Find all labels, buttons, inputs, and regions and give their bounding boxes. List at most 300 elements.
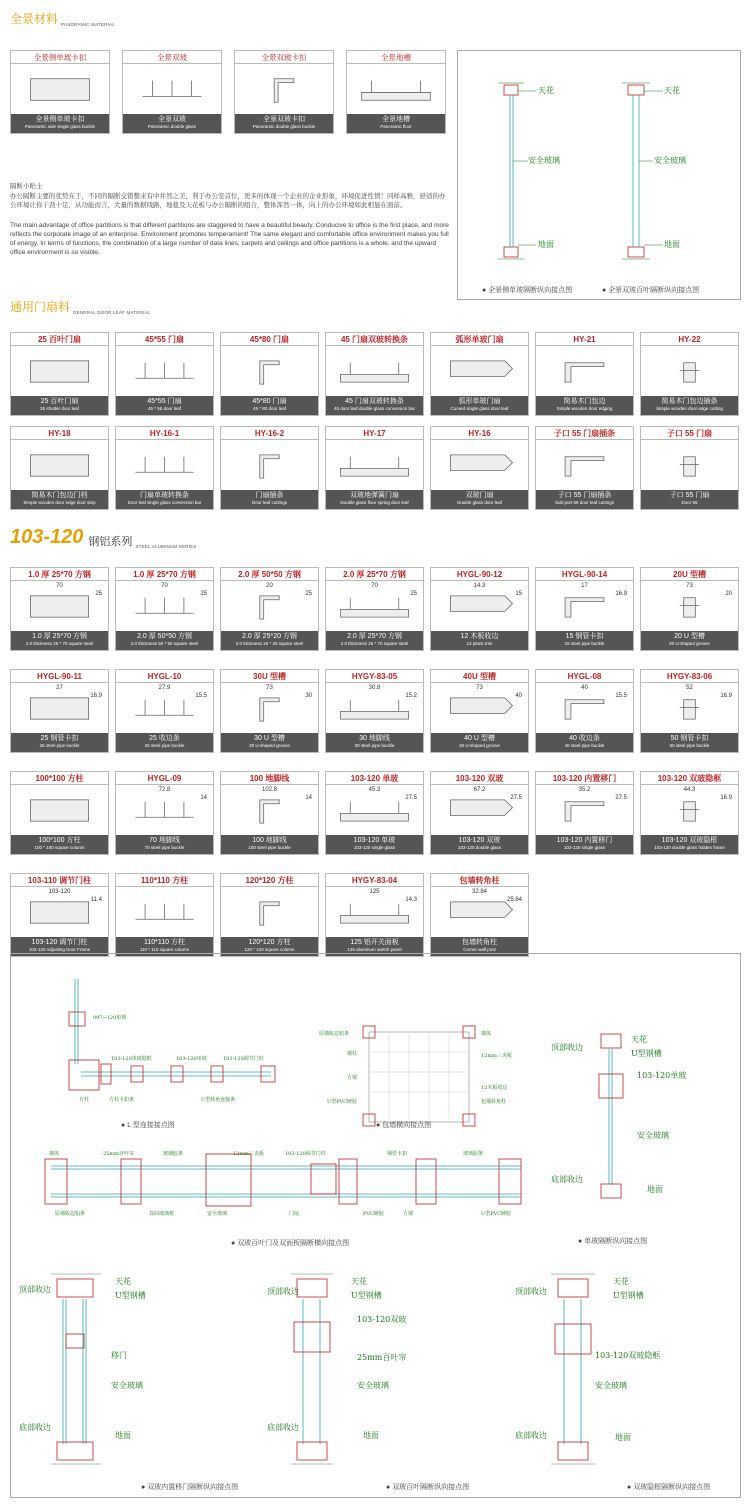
steel-dim-1: 103-120 bbox=[48, 889, 71, 895]
steel-card-caption bbox=[221, 733, 318, 752]
double-label-11: PVC硬胶 bbox=[363, 1211, 384, 1217]
steel-dim-1: 40 bbox=[581, 685, 588, 691]
door-caption-cn: 45*55 门扇 bbox=[147, 398, 182, 405]
pano-left-ceiling-label: 天花 bbox=[538, 86, 554, 95]
steel-card bbox=[10, 771, 109, 855]
door-caption-en: Simple wooden door edging bbox=[556, 406, 613, 411]
steel-card-caption bbox=[326, 733, 423, 752]
steel-dim-2: 16.9 bbox=[615, 591, 627, 597]
panoramic-card bbox=[10, 50, 110, 134]
steel-dimensions bbox=[116, 787, 213, 801]
wrap-label-5: 12木板收边 bbox=[481, 1085, 508, 1091]
single-label-5: 底部收边 bbox=[551, 1175, 583, 1184]
steel-card-caption bbox=[326, 835, 423, 854]
door-card bbox=[115, 332, 214, 416]
steel-caption-cn: 40 收边条 bbox=[569, 735, 600, 742]
wrap-caption: ● 包墙横向接点图 bbox=[376, 1122, 432, 1129]
steel-dim-1: 67.2 bbox=[473, 787, 486, 793]
steel-dim-1: 32.84 bbox=[471, 889, 487, 895]
double-label-6: 玻璃胶条 bbox=[463, 1151, 484, 1157]
steel-profile-figure bbox=[536, 582, 633, 631]
steel-card bbox=[10, 669, 109, 753]
double-label-1: 25mm百叶帘 bbox=[103, 1151, 134, 1157]
steel-caption-en: 110 * 110 square column bbox=[139, 947, 190, 952]
steel-caption-en: 2.0 thickness 25 * 70 square steel bbox=[340, 641, 409, 646]
steel-caption-en: 1.0 thickness 25 * 70 square steel bbox=[25, 641, 94, 646]
steel-caption-cn: 25 钢管卡扣 bbox=[40, 735, 79, 742]
steel-card bbox=[115, 669, 214, 753]
steel-caption-cn: 70 地脚线 bbox=[149, 837, 180, 844]
pano-right-floor-label: 地面 bbox=[664, 240, 680, 249]
single-label-2: U型钢槽 bbox=[631, 1049, 662, 1058]
steel-card bbox=[10, 873, 109, 957]
steel-card-title: 20U 型槽 bbox=[641, 568, 738, 581]
door-caption-en: 45 * 55 door leaf bbox=[147, 406, 182, 411]
door-card-caption bbox=[641, 490, 738, 509]
steel-dimensions bbox=[326, 787, 423, 801]
steel-caption-cn: 2.0 厚 25*20 方钢 bbox=[242, 633, 297, 640]
steel-profile-figure bbox=[221, 786, 318, 835]
shutter-caption-text: 双玻百叶隔断纵向接点图 bbox=[392, 1484, 470, 1491]
panoramic-profile-figure bbox=[347, 65, 445, 114]
steel-caption-cn: 25 收边条 bbox=[149, 735, 180, 742]
shutter-caption: ● 双玻百叶隔断纵向接点图 bbox=[386, 1484, 470, 1491]
pano-left-caption: ● 全景侧单玻隔断纵向接点图 bbox=[482, 287, 573, 294]
steel-dim-2: 15.5 bbox=[615, 693, 627, 699]
lshape-label-3: 103-120调节门柱 bbox=[223, 1056, 264, 1062]
wrap-label-0: 原墙收边铝条 bbox=[319, 1031, 350, 1037]
door-caption-en: Door leaf single glass conversion bar bbox=[127, 500, 202, 505]
sliding-label-1: 顶部收边 bbox=[19, 1285, 51, 1294]
double-label-7: 原墙收边铝条 bbox=[55, 1211, 86, 1217]
door-card bbox=[10, 426, 109, 510]
steel-card bbox=[535, 669, 634, 753]
steel-dim-2: 11.4 bbox=[90, 897, 102, 903]
steel-dim-1: 27.9 bbox=[158, 685, 171, 691]
steel-dim-1: 27 bbox=[56, 685, 63, 691]
panoramic-caption-cn: 全景地槽 bbox=[382, 116, 410, 123]
door-caption-en: Simple wooden door edge cutting bbox=[656, 406, 723, 411]
door-profile-figure bbox=[641, 347, 738, 396]
steel-card bbox=[220, 567, 319, 651]
door-card bbox=[640, 426, 739, 510]
steel-card-title: 2.0 厚 25*70 方钢 bbox=[326, 568, 423, 581]
panoramic-caption-en: Panoramic floor bbox=[380, 124, 412, 129]
steel-dim-1: 73 bbox=[266, 685, 273, 691]
steel-card-title: 110*110 方柱 bbox=[116, 874, 213, 887]
panoramic-card-title: 全景地槽 bbox=[347, 51, 445, 64]
steel-dimensions bbox=[116, 583, 213, 597]
door-card-caption bbox=[326, 490, 423, 509]
steel-profile-figure bbox=[431, 582, 528, 631]
steel-profile-figure bbox=[431, 684, 528, 733]
steel-card-caption bbox=[641, 835, 738, 854]
steel-dim-2: 16.9 bbox=[90, 693, 102, 699]
steel-profile-figure bbox=[641, 582, 738, 631]
steel-dimensions bbox=[221, 685, 318, 699]
door-profile-figure bbox=[11, 441, 108, 490]
door-caption-cn: 门扇插条 bbox=[255, 492, 284, 499]
steel-card-title: 103-120 双玻 bbox=[431, 772, 528, 785]
steel-card-title: 103-120 内置移门 bbox=[536, 772, 633, 785]
hidden-label-6: 地面 bbox=[615, 1433, 631, 1442]
steel-dim-2: 27.5 bbox=[405, 795, 417, 801]
steel-profile-figure bbox=[536, 786, 633, 835]
panoramic-caption-en: Panoramic side single glass buckle bbox=[24, 124, 96, 129]
door-profile-figure bbox=[536, 441, 633, 490]
panoramic-card-title: 全景双玻 bbox=[123, 51, 221, 64]
tips-title: 隔断小贴士 bbox=[10, 183, 43, 190]
steel-card-caption bbox=[536, 733, 633, 752]
door-card-caption bbox=[116, 396, 213, 415]
steel-dim-2: 16.9 bbox=[720, 693, 732, 699]
shutter-label-3: 103-120双玻 bbox=[357, 1315, 407, 1324]
door-caption-en: 45 door leaf double glass conversion bar bbox=[333, 406, 416, 411]
door-caption-en: Door leaf cuttings bbox=[251, 500, 288, 505]
door-profile-figure bbox=[431, 441, 528, 490]
door-profile-figure bbox=[326, 441, 423, 490]
panoramic-card-caption bbox=[123, 114, 221, 133]
steel-caption-cn: 103-120 单玻 bbox=[353, 837, 396, 844]
sliding-label-5: 底部收边 bbox=[19, 1423, 51, 1432]
double-label-5: 钢管卡扣 bbox=[387, 1151, 408, 1157]
steel-profile-figure bbox=[326, 888, 423, 937]
steel-dimensions bbox=[11, 583, 108, 597]
steel-profile-figure bbox=[116, 684, 213, 733]
lshape-label-6: U型转角连接条 bbox=[201, 1097, 236, 1103]
steel-dim-2: 30 bbox=[305, 693, 312, 699]
door-card-title: HY-16-2 bbox=[221, 427, 318, 440]
steel-dimensions bbox=[116, 685, 213, 699]
panoramic-card-caption bbox=[235, 114, 333, 133]
steel-caption-cn: 2.0 厚 50*50 方钢 bbox=[137, 633, 192, 640]
steel-dim-2: 25 bbox=[410, 591, 417, 597]
shutter-label-4: 25mm百叶帘 bbox=[357, 1353, 407, 1362]
double-caption-text: 双玻百叶门及双面板隔断横向接点图 bbox=[237, 1240, 350, 1247]
steel-card bbox=[430, 873, 529, 957]
hidden-label-0: 天花 bbox=[613, 1277, 629, 1286]
steel-dimensions bbox=[431, 787, 528, 801]
panoramic-profile-figure bbox=[11, 65, 109, 114]
steel-card-title: 30U 型槽 bbox=[221, 670, 318, 683]
panoramic-caption-en: Panoramic double glass buckle bbox=[252, 124, 316, 129]
joint-diagrams-panel bbox=[10, 953, 741, 1498]
steel-dimensions bbox=[536, 583, 633, 597]
door-profile-figure bbox=[221, 347, 318, 396]
steel-dim-1: 72.8 bbox=[158, 787, 171, 793]
door-caption-en: Curved single glass door leaf bbox=[450, 406, 509, 411]
tips-en-text: The main advantage of office partitions is that different partitions are staggered to have a beautiful beauty. Conducive to office is the first place, and more reflects the corporate image of an enterprise. Environment promotes temperament! The same elegant and comfortable office environment makes you full of energy. In terms of functions, the combination of a large number of data lines, carpets and ceilings and office partitions is a whole, and the upward office environment is so visible. bbox=[10, 222, 449, 256]
steel-dim-1: 52 bbox=[686, 685, 693, 691]
double-caption: ● 双玻百叶门及双面板隔断横向接点图 bbox=[231, 1240, 350, 1247]
lshape-caption-text: L 型连接接点图 bbox=[127, 1122, 175, 1129]
steel-caption-en: 40 steel pipe buckle bbox=[564, 743, 605, 748]
steel-card bbox=[430, 567, 529, 651]
steel-card bbox=[115, 771, 214, 855]
steel-caption-cn: 15 钢管卡扣 bbox=[565, 633, 604, 640]
door-caption-cn: 简易木门包边插条 bbox=[661, 398, 718, 405]
steel-dimensions bbox=[431, 583, 528, 597]
steel-caption-en: 12 plank trim bbox=[466, 641, 493, 646]
steel-card bbox=[220, 771, 319, 855]
panoramic-card bbox=[122, 50, 222, 134]
steel-dim-1: 73 bbox=[476, 685, 483, 691]
steel-card-title: 1.0 厚 25*70 方钢 bbox=[11, 568, 108, 581]
single-caption: ● 单玻隔断纵向接点图 bbox=[578, 1238, 648, 1245]
pano-left-glass-label: 安全玻璃 bbox=[528, 156, 560, 165]
steel-caption-en: 40 U-shaped groove bbox=[459, 743, 500, 748]
door-caption-en: Simple wooden door edge door stop bbox=[23, 500, 96, 505]
steel-caption-cn: 2.0 厚 25*70 方钢 bbox=[347, 633, 402, 640]
steel-card bbox=[115, 567, 214, 651]
steel-dim-1: 44.3 bbox=[683, 787, 696, 793]
double-label-0: 墙体 bbox=[49, 1151, 60, 1157]
steel-caption-cn: 125 铝开关面板 bbox=[350, 939, 399, 946]
door-card-title: HY-16 bbox=[431, 427, 528, 440]
steel-caption-cn: 20 U 型槽 bbox=[674, 633, 705, 640]
door-caption-cn: 45 门扇双玻转换条 bbox=[345, 398, 404, 405]
steel-card-title: 103-120 单玻 bbox=[326, 772, 423, 785]
steel-dim-2: 25 bbox=[305, 591, 312, 597]
door-caption-cn: 简易木门包边 bbox=[563, 398, 606, 405]
steel-card-title: 103-110 调节门柱 bbox=[11, 874, 108, 887]
steel-caption-en: 120 * 120 square column bbox=[244, 947, 295, 952]
steel-profile-figure bbox=[326, 786, 423, 835]
steel-dim-1: 102.8 bbox=[261, 787, 277, 793]
steel-card-title: HYGL-10 bbox=[116, 670, 213, 683]
door-caption-en: 45 * 80 door leaf bbox=[252, 406, 287, 411]
door-card-caption bbox=[116, 490, 213, 509]
steel-card-caption bbox=[641, 631, 738, 650]
panoramic-card bbox=[346, 50, 446, 134]
steel-caption-cn: 12 木板收边 bbox=[460, 633, 499, 640]
lshape-label-5: 方柱卡扣条 bbox=[109, 1097, 135, 1103]
steel-caption-en: 125 aluminum switch panel bbox=[347, 947, 402, 952]
door-card-caption bbox=[431, 396, 528, 415]
steel-caption-cn: 100 地脚线 bbox=[252, 837, 287, 844]
steel-section-title bbox=[10, 526, 196, 549]
steel-dim-2: 20 bbox=[725, 591, 732, 597]
sliding-label-2: U型钢槽 bbox=[115, 1291, 146, 1300]
steel-dim-2: 25.84 bbox=[506, 897, 522, 903]
steel-dimensions bbox=[326, 685, 423, 699]
steel-card-title: HYGL-08 bbox=[536, 670, 633, 683]
steel-card bbox=[535, 771, 634, 855]
panoramic-card-title: 全景侧单玻卡扣 bbox=[11, 51, 109, 64]
steel-caption-en: 100 * 100 square column bbox=[34, 845, 85, 850]
steel-caption-en: 30 U-shaped groove bbox=[249, 743, 290, 748]
steel-card-caption bbox=[536, 631, 633, 650]
door-caption-cn: 门扇单玻转换条 bbox=[140, 492, 189, 499]
panoramic-section-title bbox=[10, 10, 115, 27]
steel-caption-en: 25 steel pipe buckle bbox=[39, 743, 80, 748]
steel-card-title: HYGL-90-14 bbox=[536, 568, 633, 581]
door-card bbox=[325, 332, 424, 416]
steel-card-title: 1.0 厚 25*70 方钢 bbox=[116, 568, 213, 581]
steel-card-title: 2.0 厚 50*50 方钢 bbox=[221, 568, 318, 581]
steel-caption-cn: 103-120 双玻 bbox=[458, 837, 501, 844]
door-card-caption bbox=[641, 396, 738, 415]
hidden-label-4: 安全玻璃 bbox=[595, 1381, 627, 1390]
hidden-label-5: 底部收边 bbox=[515, 1431, 547, 1440]
steel-card-caption bbox=[536, 835, 633, 854]
steel-caption-en: Corner wall post bbox=[463, 947, 496, 952]
wrap-label-7: 包墙转角柱 bbox=[481, 1099, 507, 1105]
steel-profile-figure bbox=[116, 888, 213, 937]
steel-card bbox=[10, 567, 109, 651]
steel-card-caption bbox=[431, 733, 528, 752]
door-card-title: HY-21 bbox=[536, 333, 633, 346]
panoramic-card bbox=[234, 50, 334, 134]
door-card bbox=[115, 426, 214, 510]
sliding-label-3: 移门 bbox=[111, 1351, 127, 1360]
door-card-title: 子口 55 门扇插条 bbox=[536, 427, 633, 440]
panoramic-caption-cn: 全景侧单玻卡扣 bbox=[35, 116, 85, 123]
steel-caption-en: 100 steel pipe buckle bbox=[248, 845, 291, 850]
double-label-10: 门扇 bbox=[289, 1211, 300, 1217]
steel-dim-1: 70 bbox=[371, 583, 378, 589]
wrap-caption-text: 包墙横向接点图 bbox=[382, 1122, 432, 1129]
door-card-title: 45*80 门扇 bbox=[221, 333, 318, 346]
steel-dim-1: 125 bbox=[369, 889, 380, 895]
steel-profile-figure bbox=[11, 786, 108, 835]
door-caption-cn: 45*80 门扇 bbox=[252, 398, 287, 405]
steel-dim-2: 27.5 bbox=[510, 795, 522, 801]
pano-right-caption-text: 全景双玻百叶隔断纵向接点图 bbox=[608, 287, 700, 294]
pano-right-ceiling-label: 天花 bbox=[664, 86, 680, 95]
door-card-caption bbox=[326, 396, 423, 415]
steel-dimensions bbox=[536, 787, 633, 801]
steel-caption-en: 25 steel pipe buckle bbox=[144, 743, 185, 748]
steel-caption-en: 15 steel pipe buckle bbox=[564, 641, 605, 646]
steel-caption-cn: 30 地脚线 bbox=[359, 735, 390, 742]
steel-card bbox=[325, 873, 424, 957]
double-label-8: 双面玻璃框 bbox=[149, 1211, 175, 1217]
steel-profile-figure bbox=[11, 582, 108, 631]
steel-card bbox=[640, 669, 739, 753]
door-card-title: HY-17 bbox=[326, 427, 423, 440]
steel-dim-1: 70 bbox=[161, 583, 168, 589]
steel-profile-figure bbox=[11, 684, 108, 733]
door-card bbox=[640, 332, 739, 416]
steel-card-title: 40U 型槽 bbox=[431, 670, 528, 683]
door-card-title: 45*55 门扇 bbox=[116, 333, 213, 346]
wrap-label-2: 12mm三夹板 bbox=[481, 1053, 512, 1059]
steel-card bbox=[115, 873, 214, 957]
single-label-0: 天花 bbox=[631, 1035, 647, 1044]
steel-dimensions bbox=[431, 685, 528, 699]
pano-right-glass-label: 安全玻璃 bbox=[654, 156, 686, 165]
double-label-2: 玻璃胶条 bbox=[163, 1151, 184, 1157]
steel-card-title: HYGL-09 bbox=[116, 772, 213, 785]
steel-caption-cn: 包墙转角柱 bbox=[462, 939, 497, 946]
door-profile-figure bbox=[11, 347, 108, 396]
shutter-label-5: 安全玻璃 bbox=[357, 1381, 389, 1390]
double-label-13: U型PVC硬胶 bbox=[481, 1211, 512, 1217]
wrap-label-4: 方钢 bbox=[347, 1075, 358, 1081]
steel-card-title: 包墙转角柱 bbox=[431, 874, 528, 887]
door-profile-figure bbox=[326, 347, 423, 396]
door-card bbox=[220, 426, 319, 510]
door-card-title: HY-18 bbox=[11, 427, 108, 440]
steel-caption-en: 103-120 single glass bbox=[563, 845, 606, 850]
door-caption-cn: 子口 55 门扇 bbox=[669, 492, 710, 499]
steel-card bbox=[640, 567, 739, 651]
door-card bbox=[10, 332, 109, 416]
steel-card bbox=[220, 669, 319, 753]
door-card-caption bbox=[431, 490, 528, 509]
double-label-9: 安全玻璃 bbox=[207, 1211, 228, 1217]
steel-dim-1: 17 bbox=[581, 583, 588, 589]
sliding-label-4: 安全玻璃 bbox=[111, 1381, 143, 1390]
steel-caption-cn: 103-120 调节门柱 bbox=[31, 939, 88, 946]
wrap-label-3: 墙柱 bbox=[347, 1051, 358, 1057]
single-caption-text: 单玻隔断纵向接点图 bbox=[584, 1238, 648, 1245]
panoramic-diagram bbox=[457, 50, 741, 300]
steel-dimensions bbox=[641, 685, 738, 699]
steel-caption-en: 2.0 thickness 50 * 50 square steel bbox=[130, 641, 199, 646]
panoramic-profile-figure bbox=[235, 65, 333, 114]
hidden-label-1: 顶部收边 bbox=[515, 1287, 547, 1296]
door-caption-cn: 弧形单玻门扇 bbox=[458, 398, 501, 405]
steel-card-caption bbox=[431, 631, 528, 650]
door-caption-cn: 简易木门包边门档 bbox=[31, 492, 88, 499]
lshape-label-4: 方柱 bbox=[79, 1097, 90, 1103]
steel-dim-2: 14.3 bbox=[405, 897, 417, 903]
lshape-caption: ● L 型连接接点图 bbox=[121, 1122, 175, 1129]
steel-profile-figure bbox=[11, 888, 108, 937]
steel-dim-1: 20 bbox=[266, 583, 273, 589]
door-card-caption bbox=[11, 490, 108, 509]
single-label-6: 地面 bbox=[647, 1185, 663, 1194]
door-profile-figure bbox=[116, 347, 213, 396]
door-card-caption bbox=[536, 490, 633, 509]
steel-caption-en: 103-120 double glass hidden frame bbox=[654, 845, 725, 850]
steel-caption-cn: 110*110 方柱 bbox=[144, 939, 185, 946]
door-card bbox=[430, 426, 529, 510]
door-caption-en: Double glass floor spring door leaf bbox=[340, 500, 409, 505]
single-label-1: 顶部收边 bbox=[551, 1043, 583, 1052]
door-caption-en: Double glass door leaf bbox=[457, 500, 502, 505]
steel-profile-figure bbox=[221, 684, 318, 733]
panoramic-caption-en: Panoramic double glass bbox=[147, 124, 197, 129]
lshape-label-2: 103-120单玻 bbox=[176, 1056, 207, 1062]
steel-card-caption bbox=[326, 631, 423, 650]
steel-dim-2: 16.9 bbox=[720, 795, 732, 801]
double-label-12: 方钢 bbox=[403, 1211, 414, 1217]
steel-card bbox=[220, 873, 319, 957]
hidden-label-2: U型钢槽 bbox=[613, 1291, 644, 1300]
steel-profile-figure bbox=[221, 888, 318, 937]
door-card-title: 45 门扇双玻转换条 bbox=[326, 333, 423, 346]
panoramic-card-caption bbox=[347, 114, 445, 133]
steel-card-caption bbox=[11, 631, 108, 650]
door-card-title: HY-16-1 bbox=[116, 427, 213, 440]
steel-caption-en: 50 steel pipe buckle bbox=[669, 743, 710, 748]
pano-left-floor-label: 地面 bbox=[538, 240, 554, 249]
steel-profile-figure bbox=[641, 786, 738, 835]
pano-left-caption-text: 全景侧单玻隔断纵向接点图 bbox=[488, 287, 573, 294]
steel-card-caption bbox=[641, 733, 738, 752]
steel-caption-cn: 100*100 方柱 bbox=[38, 837, 81, 844]
door-profile-figure bbox=[431, 347, 528, 396]
door-card-caption bbox=[221, 490, 318, 509]
steel-profile-figure bbox=[116, 582, 213, 631]
door-card-title: 子口 55 门扇 bbox=[641, 427, 738, 440]
hidden-label-3: 103-120双玻隐框 bbox=[595, 1351, 661, 1360]
steel-dim-2: 15 bbox=[515, 591, 522, 597]
door-card bbox=[430, 332, 529, 416]
